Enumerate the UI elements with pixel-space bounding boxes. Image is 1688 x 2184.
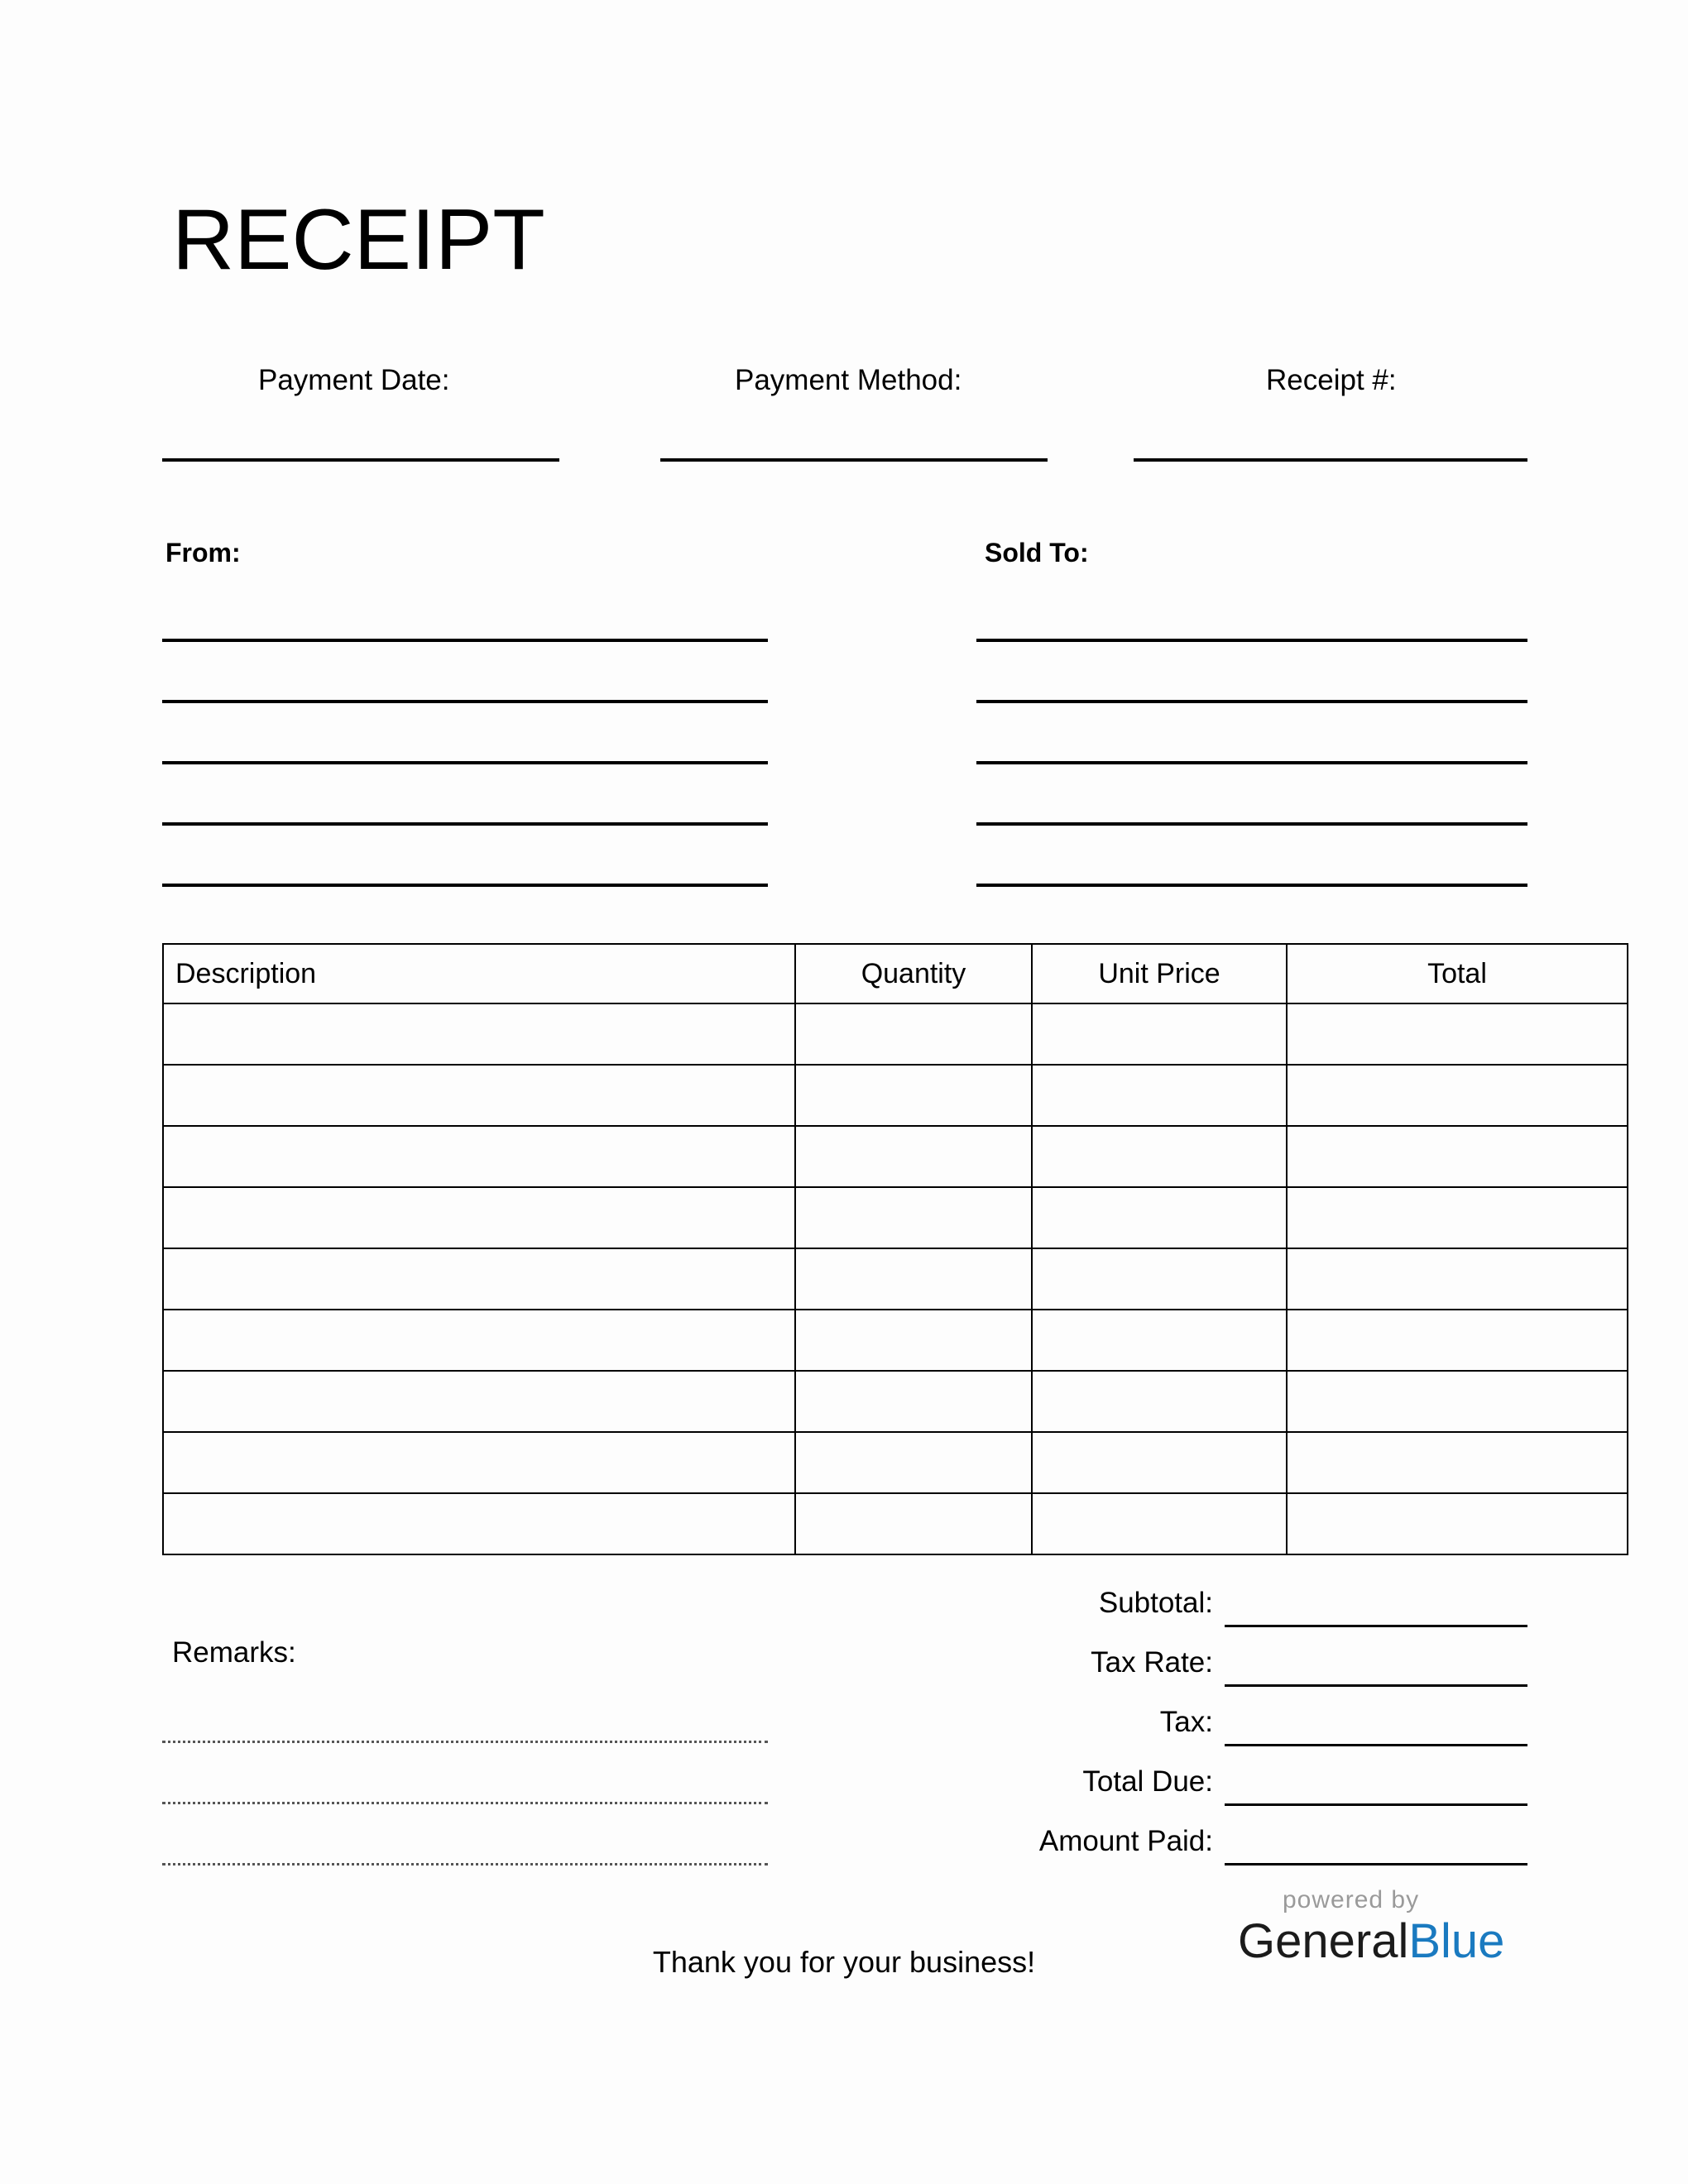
tax-value[interactable] bbox=[1225, 1694, 1527, 1746]
brand-wordmark bbox=[1238, 1914, 1536, 1969]
cell-quantity[interactable] bbox=[795, 1065, 1032, 1126]
cell-unit-price[interactable] bbox=[1032, 1432, 1287, 1493]
from-line-3[interactable] bbox=[162, 761, 768, 764]
cell-unit-price[interactable] bbox=[1032, 1126, 1287, 1187]
tax-rate-label: Tax Rate: bbox=[1091, 1646, 1213, 1679]
remarks-line-3[interactable] bbox=[162, 1863, 768, 1866]
cell-total[interactable] bbox=[1287, 1187, 1628, 1248]
payment-date-input-rule[interactable] bbox=[162, 458, 559, 462]
tax-label: Tax: bbox=[1159, 1706, 1213, 1738]
cell-description[interactable] bbox=[163, 1493, 795, 1554]
sold-to-line-4[interactable] bbox=[976, 822, 1527, 826]
sold-to-label: Sold To: bbox=[985, 538, 1089, 568]
cell-description[interactable] bbox=[163, 1065, 795, 1126]
receipt-number-input-rule[interactable] bbox=[1134, 458, 1527, 462]
cell-description[interactable] bbox=[163, 1432, 795, 1493]
sold-to-line-3[interactable] bbox=[976, 761, 1527, 764]
thank-you-message: Thank you for your business! bbox=[652, 1945, 1036, 1979]
receipt-number-label: Receipt #: bbox=[1266, 364, 1397, 396]
table-row bbox=[163, 1493, 1628, 1554]
cell-description[interactable] bbox=[163, 1248, 795, 1310]
column-header-unit-price: Unit Price bbox=[1032, 944, 1287, 1003]
cell-total[interactable] bbox=[1287, 1432, 1628, 1493]
amount-paid-value[interactable] bbox=[1225, 1813, 1527, 1866]
from-line-1[interactable] bbox=[162, 639, 768, 642]
cell-total[interactable] bbox=[1287, 1065, 1628, 1126]
column-header-total: Total bbox=[1287, 944, 1628, 1003]
from-line-4[interactable] bbox=[162, 822, 768, 826]
total-due-label: Total Due: bbox=[1082, 1765, 1213, 1798]
cell-total[interactable] bbox=[1287, 1310, 1628, 1371]
table-row bbox=[163, 1003, 1628, 1065]
totals-row-tax-rate bbox=[976, 1627, 1527, 1687]
column-header-quantity: Quantity bbox=[795, 944, 1032, 1003]
from-label: From: bbox=[165, 538, 241, 568]
table-row bbox=[163, 1310, 1628, 1371]
cell-description[interactable] bbox=[163, 1187, 795, 1248]
payment-method-input-rule[interactable] bbox=[660, 458, 1048, 462]
table-row bbox=[163, 1432, 1628, 1493]
receipt-number-field[interactable] bbox=[1266, 364, 1397, 397]
cell-unit-price[interactable] bbox=[1032, 1187, 1287, 1248]
cell-description[interactable] bbox=[163, 1126, 795, 1187]
payment-date-field[interactable] bbox=[258, 364, 450, 397]
cell-unit-price[interactable] bbox=[1032, 1065, 1287, 1126]
totals-row-subtotal bbox=[976, 1568, 1527, 1627]
cell-unit-price[interactable] bbox=[1032, 1310, 1287, 1371]
tax-rate-value[interactable] bbox=[1225, 1635, 1527, 1687]
cell-quantity[interactable] bbox=[795, 1371, 1032, 1432]
cell-quantity[interactable] bbox=[795, 1493, 1032, 1554]
from-line-5[interactable] bbox=[162, 884, 768, 887]
cell-unit-price[interactable] bbox=[1032, 1003, 1287, 1065]
cell-total[interactable] bbox=[1287, 1371, 1628, 1432]
payment-date-label: Payment Date: bbox=[258, 364, 450, 396]
cell-quantity[interactable] bbox=[795, 1248, 1032, 1310]
table-row bbox=[163, 1126, 1628, 1187]
table-row bbox=[163, 1065, 1628, 1126]
cell-total[interactable] bbox=[1287, 1493, 1628, 1554]
cell-quantity[interactable] bbox=[795, 1126, 1032, 1187]
cell-description[interactable] bbox=[163, 1003, 795, 1065]
cell-unit-price[interactable] bbox=[1032, 1493, 1287, 1554]
sold-to-line-2[interactable] bbox=[976, 700, 1527, 703]
sold-to-line-1[interactable] bbox=[976, 639, 1527, 642]
cell-total[interactable] bbox=[1287, 1248, 1628, 1310]
cell-quantity[interactable] bbox=[795, 1432, 1032, 1493]
subtotal-label: Subtotal: bbox=[1098, 1587, 1213, 1619]
table-row bbox=[163, 1187, 1628, 1248]
items-table bbox=[162, 943, 1628, 1555]
page-title: RECEIPT bbox=[172, 192, 545, 288]
table-row bbox=[163, 1371, 1628, 1432]
cell-description[interactable] bbox=[163, 1310, 795, 1371]
cell-quantity[interactable] bbox=[795, 1187, 1032, 1248]
generalblue-logo bbox=[1238, 1886, 1536, 1969]
remarks-line-2[interactable] bbox=[162, 1802, 768, 1804]
from-line-2[interactable] bbox=[162, 700, 768, 703]
cell-quantity[interactable] bbox=[795, 1003, 1032, 1065]
cell-description[interactable] bbox=[163, 1371, 795, 1432]
table-header-row bbox=[163, 944, 1628, 1003]
cell-total[interactable] bbox=[1287, 1003, 1628, 1065]
cell-unit-price[interactable] bbox=[1032, 1371, 1287, 1432]
brand-general-text: General bbox=[1238, 1914, 1409, 1968]
payment-method-label: Payment Method: bbox=[735, 364, 962, 396]
cell-unit-price[interactable] bbox=[1032, 1248, 1287, 1310]
powered-by-label: powered by bbox=[1283, 1886, 1420, 1913]
cell-quantity[interactable] bbox=[795, 1310, 1032, 1371]
remarks-line-1[interactable] bbox=[162, 1741, 768, 1743]
totals-row-total-due bbox=[976, 1746, 1527, 1806]
amount-paid-label: Amount Paid: bbox=[1038, 1825, 1213, 1857]
totals-row-tax bbox=[976, 1687, 1527, 1746]
remarks-label: Remarks: bbox=[172, 1636, 296, 1669]
totals-block bbox=[976, 1568, 1527, 1866]
totals-row-amount-paid bbox=[976, 1806, 1527, 1866]
sold-to-line-5[interactable] bbox=[976, 884, 1527, 887]
table-row bbox=[163, 1248, 1628, 1310]
cell-total[interactable] bbox=[1287, 1126, 1628, 1187]
column-header-description: Description bbox=[163, 944, 795, 1003]
payment-method-field[interactable] bbox=[735, 364, 961, 397]
brand-blue-text: Blue bbox=[1408, 1914, 1505, 1968]
subtotal-value[interactable] bbox=[1225, 1575, 1527, 1627]
total-due-value[interactable] bbox=[1225, 1754, 1527, 1806]
